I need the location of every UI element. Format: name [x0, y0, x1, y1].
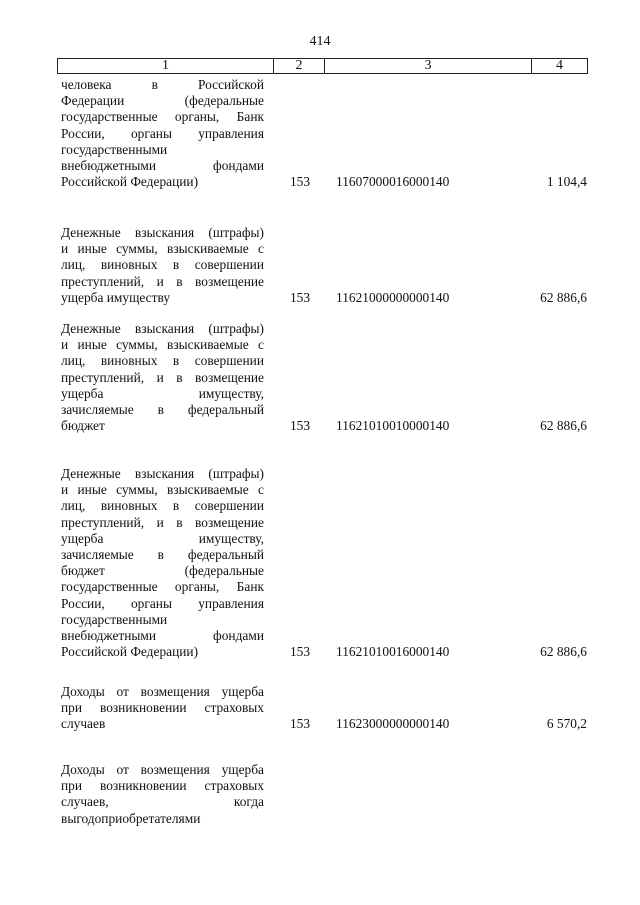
- description-line: внебюджетными фондами: [61, 628, 264, 644]
- description-line: государственными: [61, 141, 168, 157]
- description-line: при возникновении страховых: [61, 778, 264, 794]
- description-line: внебюджетными фондами: [61, 158, 264, 174]
- description-line: бюджет: [61, 418, 105, 434]
- row-description: [61, 684, 264, 733]
- table-header: [57, 58, 588, 74]
- description-line: Денежные взыскания (штрафы): [61, 321, 264, 336]
- header-col-2: 2: [274, 59, 325, 73]
- header-col-1: 1: [58, 59, 274, 73]
- description-line: преступлений, и в возмещение: [61, 369, 264, 385]
- description-line: ущерба имуществу,: [61, 530, 264, 546]
- row-admin-code: 153: [289, 289, 311, 305]
- row-description: [61, 762, 264, 827]
- description-line: преступлений, и в возмещение: [61, 273, 264, 289]
- description-line: государственные органы, Банк: [61, 109, 264, 125]
- description-line: России, органы управления: [61, 125, 264, 141]
- description-line: и иные суммы, взыскиваемые с: [61, 482, 264, 498]
- row-amount: 6 570,2: [546, 716, 587, 732]
- description-line: лиц, виновных в совершении: [61, 498, 264, 514]
- row-description: [61, 77, 264, 190]
- description-line: случаев: [61, 716, 106, 732]
- description-line: Российской Федерации): [61, 174, 199, 190]
- description-line: Российской Федерации): [61, 644, 199, 660]
- description-line: при возникновении страховых: [61, 700, 264, 716]
- row-admin-code: 153: [289, 174, 311, 190]
- description-line: и иные суммы, взыскиваемые с: [61, 337, 264, 353]
- description-line: России, органы управления: [61, 595, 264, 611]
- description-line: государственными: [61, 611, 168, 627]
- description-line: Доходы от возмещения ущерба: [61, 762, 264, 777]
- row-amount: 62 886,6: [540, 289, 587, 305]
- description-line: ущерба имуществу: [61, 289, 171, 305]
- description-line: Доходы от возмещения ущерба: [61, 684, 264, 699]
- description-line: зачисляемые в федеральный: [61, 402, 264, 418]
- row-description: [61, 225, 264, 306]
- description-line: человека в Российской: [61, 77, 264, 92]
- description-line: Федерации (федеральные: [61, 93, 264, 109]
- description-line: и иные суммы, взыскиваемые с: [61, 241, 264, 257]
- description-line: лиц, виновных в совершении: [61, 257, 264, 273]
- description-line: бюджет (федеральные: [61, 563, 264, 579]
- description-line: Денежные взыскания (штрафы): [61, 466, 264, 481]
- row-admin-code: 153: [289, 716, 311, 732]
- description-line: выгодоприобретателями: [61, 810, 201, 826]
- description-line: зачисляемые в федеральный: [61, 547, 264, 563]
- row-description: [61, 466, 264, 660]
- description-line: Денежные взыскания (штрафы): [61, 225, 264, 240]
- description-line: ущерба имуществу,: [61, 385, 264, 401]
- description-line: преступлений, и в возмещение: [61, 514, 264, 530]
- row-amount: 1 104,4: [546, 174, 587, 190]
- row-budget-code: 11621010016000140: [336, 644, 450, 660]
- row-budget-code: 11623000000000140: [336, 716, 450, 732]
- header-col-3: 3: [325, 59, 532, 73]
- row-budget-code: 11607000016000140: [336, 174, 450, 190]
- row-admin-code: 153: [289, 418, 311, 434]
- row-budget-code: 11621000000000140: [336, 289, 450, 305]
- row-budget-code: 11621010010000140: [336, 418, 450, 434]
- description-line: случаев, когда: [61, 794, 264, 810]
- row-admin-code: 153: [289, 644, 311, 660]
- header-col-4: 4: [556, 58, 563, 73]
- row-description: [61, 321, 264, 434]
- row-amount: 62 886,6: [540, 418, 587, 434]
- description-line: лиц, виновных в совершении: [61, 353, 264, 369]
- description-line: государственные органы, Банк: [61, 579, 264, 595]
- row-amount: 62 886,6: [540, 644, 587, 660]
- page-number: 414: [309, 34, 331, 49]
